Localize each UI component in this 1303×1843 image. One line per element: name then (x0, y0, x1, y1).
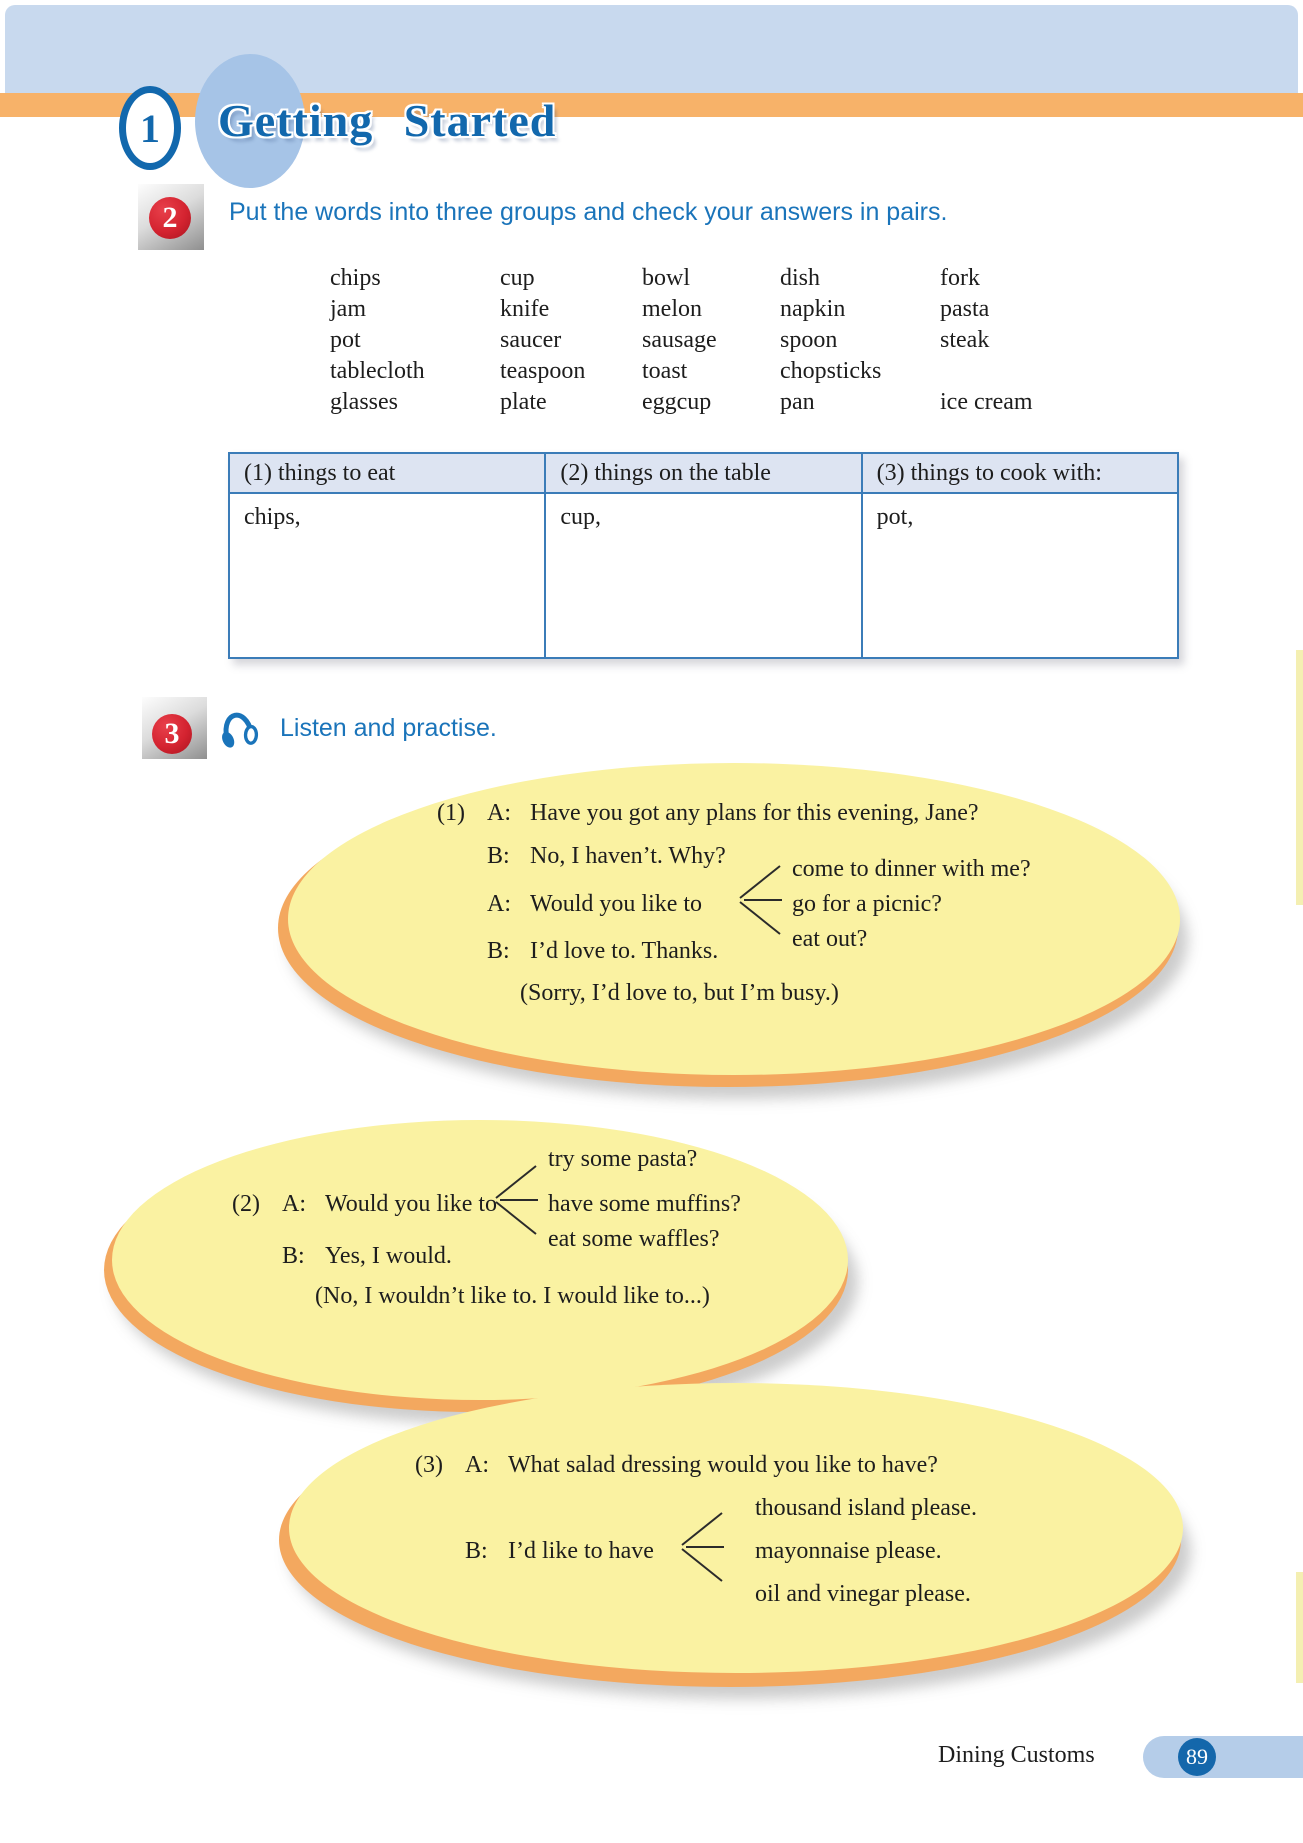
page-edge-bleed (1296, 1572, 1303, 1683)
branch-option: oil and vinegar please. (755, 1581, 971, 1607)
dialogue-line: No, I haven’t. Why? (530, 843, 726, 869)
table-header-things-on-table: (2) things on the table (545, 453, 861, 493)
dialogue-number: (2) (232, 1191, 260, 1217)
page-number-badge (1178, 1738, 1216, 1776)
table-cell-things-on-table: cup, (545, 493, 861, 658)
word-item: dish (780, 265, 821, 291)
dialogue-line: (No, I wouldn’t like to. I would like to...) (315, 1283, 710, 1309)
word-item: toast (642, 358, 688, 384)
footer-chapter-label: Dining Customs (938, 1742, 1095, 1768)
header-band (5, 5, 1298, 93)
branch-option: eat some waffles? (548, 1226, 720, 1252)
branch-lines-icon (736, 858, 784, 942)
branch-option: go for a picnic? (792, 891, 942, 917)
page-number-pill (1143, 1736, 1303, 1778)
word-item: fork (940, 265, 980, 291)
word-item: sausage (642, 327, 717, 353)
speaker-label: A: (487, 800, 511, 826)
word-item: knife (500, 296, 550, 322)
word-item: glasses (330, 389, 398, 415)
dialogue-line: Have you got any plans for this evening, Jane? (530, 800, 979, 826)
dialogue-line: I’d like to have (508, 1538, 654, 1564)
dialogue-line: Yes, I would. (325, 1243, 452, 1269)
branch-option: come to dinner with me? (792, 856, 1031, 882)
word-item: spoon (780, 327, 838, 353)
speaker-label: B: (282, 1243, 305, 1269)
word-item: steak (940, 327, 990, 353)
word-item: eggcup (642, 389, 712, 415)
branch-lines-icon (678, 1505, 726, 1589)
branch-option: mayonnaise please. (755, 1538, 942, 1564)
exercise3-number: 3 (164, 717, 180, 750)
exercise2-instruction: Put the words into three groups and check your answers in pairs. (229, 198, 948, 226)
dialogue-bubble-3 (289, 1383, 1183, 1673)
word-item: tablecloth (330, 358, 425, 384)
dialogue-line: Would you like to (530, 891, 703, 917)
word-item: pasta (940, 296, 990, 322)
word-item: teaspoon (500, 358, 586, 384)
table-header-things-to-eat: (1) things to eat (229, 453, 545, 493)
dialogue-number: (1) (437, 800, 465, 826)
table-cell-things-to-cook: pot, (862, 493, 1178, 658)
table-cell-things-to-eat: chips, (229, 493, 545, 658)
dialogue-bubble-2 (112, 1120, 848, 1400)
speaker-label: B: (487, 938, 510, 964)
unit-number: 1 (140, 105, 160, 151)
page-edge-bleed (1296, 650, 1303, 905)
branch-option: thousand island please. (755, 1495, 977, 1521)
speaker-label: B: (465, 1538, 488, 1564)
branch-option: eat out? (792, 926, 868, 952)
branch-option: try some pasta? (548, 1146, 698, 1172)
speaker-label: A: (282, 1191, 306, 1217)
word-item: jam (330, 296, 366, 322)
speaker-label: B: (487, 843, 510, 869)
word-item: saucer (500, 327, 562, 353)
word-item: plate (500, 389, 547, 415)
exercise2-number-badge (149, 197, 191, 239)
page-title: Getting Started (218, 95, 557, 146)
word-item: chopsticks (780, 358, 882, 384)
exercise3-number-badge (152, 714, 192, 754)
classification-table (228, 452, 1179, 659)
dialogue-line: What salad dressing would you like to have? (508, 1452, 938, 1478)
dialogue-line: Would you like to (325, 1191, 498, 1217)
word-item: melon (642, 296, 702, 322)
dialogue-line: I’d love to. Thanks. (530, 938, 719, 964)
speaker-label: A: (487, 891, 511, 917)
word-item: bowl (642, 265, 690, 291)
exercise3-instruction: Listen and practise. (280, 714, 497, 742)
branch-lines-icon (492, 1158, 540, 1242)
headphones-icon (214, 706, 261, 753)
word-item: pot (330, 327, 361, 353)
table-header-things-to-cook: (3) things to cook with: (862, 453, 1178, 493)
speaker-label: A: (465, 1452, 489, 1478)
word-item: chips (330, 265, 381, 291)
dialogue-number: (3) (415, 1452, 443, 1478)
word-item: cup (500, 265, 535, 291)
dialogue-line: (Sorry, I’d love to, but I’m busy.) (520, 980, 839, 1006)
unit-number-badge (119, 86, 181, 170)
branch-option: have some muffins? (548, 1191, 741, 1217)
word-item: ice cream (940, 389, 1033, 415)
word-item: napkin (780, 296, 846, 322)
exercise2-number: 2 (162, 201, 178, 234)
word-item: pan (780, 389, 815, 415)
page-number: 89 (1186, 1744, 1208, 1769)
